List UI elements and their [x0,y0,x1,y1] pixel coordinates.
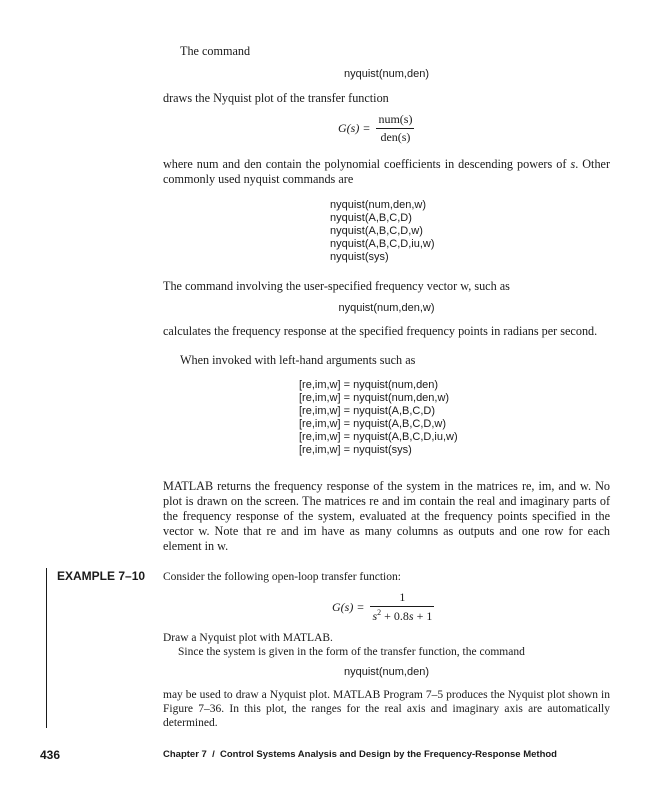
equation-fraction [376,112,414,145]
paragraph-invoked: When invoked with left-hand arguments such as [180,353,416,367]
example-intro: Consider the following open-loop transfer function: [163,571,401,583]
example-equation-numerator: 1 [370,590,434,607]
example-equation-denominator [370,607,434,624]
example-label: EXAMPLE 7–10 [57,569,146,583]
equation-denominator: den(s) [380,129,411,144]
command-item: nyquist(A,B,C,D,iu,w) [330,238,435,250]
example-command: nyquist(num,den) [344,666,429,678]
paragraph-draws: draws the Nyquist plot of the transfer function [163,91,389,105]
example-draw: Draw a Nyquist plot with MATLAB. [163,632,333,644]
den-term-c: + 1 [413,609,433,623]
transfer-function-equation [338,110,414,146]
example-transfer-function-equation [332,590,434,624]
page-number: 436 [40,748,61,762]
command-item: [re,im,w] = nyquist(A,B,C,D,w) [299,418,447,430]
equation-numerator: num(s) [376,112,414,129]
paragraph-where [163,157,610,187]
example-equation-lhs: G(s) = [332,599,365,614]
den-term-b: + 0.8 [381,609,409,623]
example-closing: may be used to draw a Nyquist plot. MATLAB Program 7–5 produces the Nyquist plot shown in Figure 7–36. In this plot, the ranges for the real axis and imaginary axis are automatically determined. [163,689,610,729]
example-since: Since the system is given in the form of the transfer function, the command [178,646,525,658]
equation-lhs: G(s) = [338,120,371,135]
paragraph-matlab-returns: MATLAB returns the frequency response of the system in the matrices re, im, and w. No plot is drawn on the screen. The matrices re and im contain the real and imaginary parts of the frequency response of the system, evaluated at the frequency points specified in the vector w. Note that re and im have as many columns as outputs and one row for each element in w. [163,479,610,553]
command-item: nyquist(sys) [330,251,389,263]
paragraph-where-text-b: . Other commonly used nyquist commands are [163,157,611,186]
command-item: [re,im,w] = nyquist(A,B,C,D) [299,405,436,417]
running-head: Chapter 7 / Control Systems Analysis and Design by the Frequency-Response Method [163,749,557,760]
command-item: nyquist(A,B,C,D,w) [330,225,423,237]
example-equation-fraction [370,590,434,624]
example-margin-rule [46,568,47,728]
left-hand-argument-command-list [299,379,458,457]
command-nyquist-num-den-w: nyquist(num,den,w) [338,302,435,314]
intro-text: The command [180,44,251,58]
command-item: [re,im,w] = nyquist(sys) [299,444,412,456]
command-item: nyquist(A,B,C,D) [330,212,412,224]
nyquist-command-list [330,199,435,264]
den-exponent: 2 [377,608,382,617]
paragraph-where-text-a: where num and den contain the polynomial coefficients in descending powers of [163,157,571,171]
command-item: [re,im,w] = nyquist(num,den) [299,379,439,391]
command-item: [re,im,w] = nyquist(A,B,C,D,iu,w) [299,431,458,443]
paragraph-involving: The command involving the user-specified frequency vector w, such as [163,279,510,293]
den-var-s: s [372,609,378,623]
variable-s: s [570,157,576,171]
command-item: [re,im,w] = nyquist(num,den,w) [299,392,450,404]
command-nyquist-num-den: nyquist(num,den) [344,68,429,80]
paragraph-calculates: calculates the frequency response at the specified frequency points in radians per second. [163,324,598,338]
command-item: nyquist(num,den,w) [330,199,426,211]
den-var-s2: s [408,609,414,623]
